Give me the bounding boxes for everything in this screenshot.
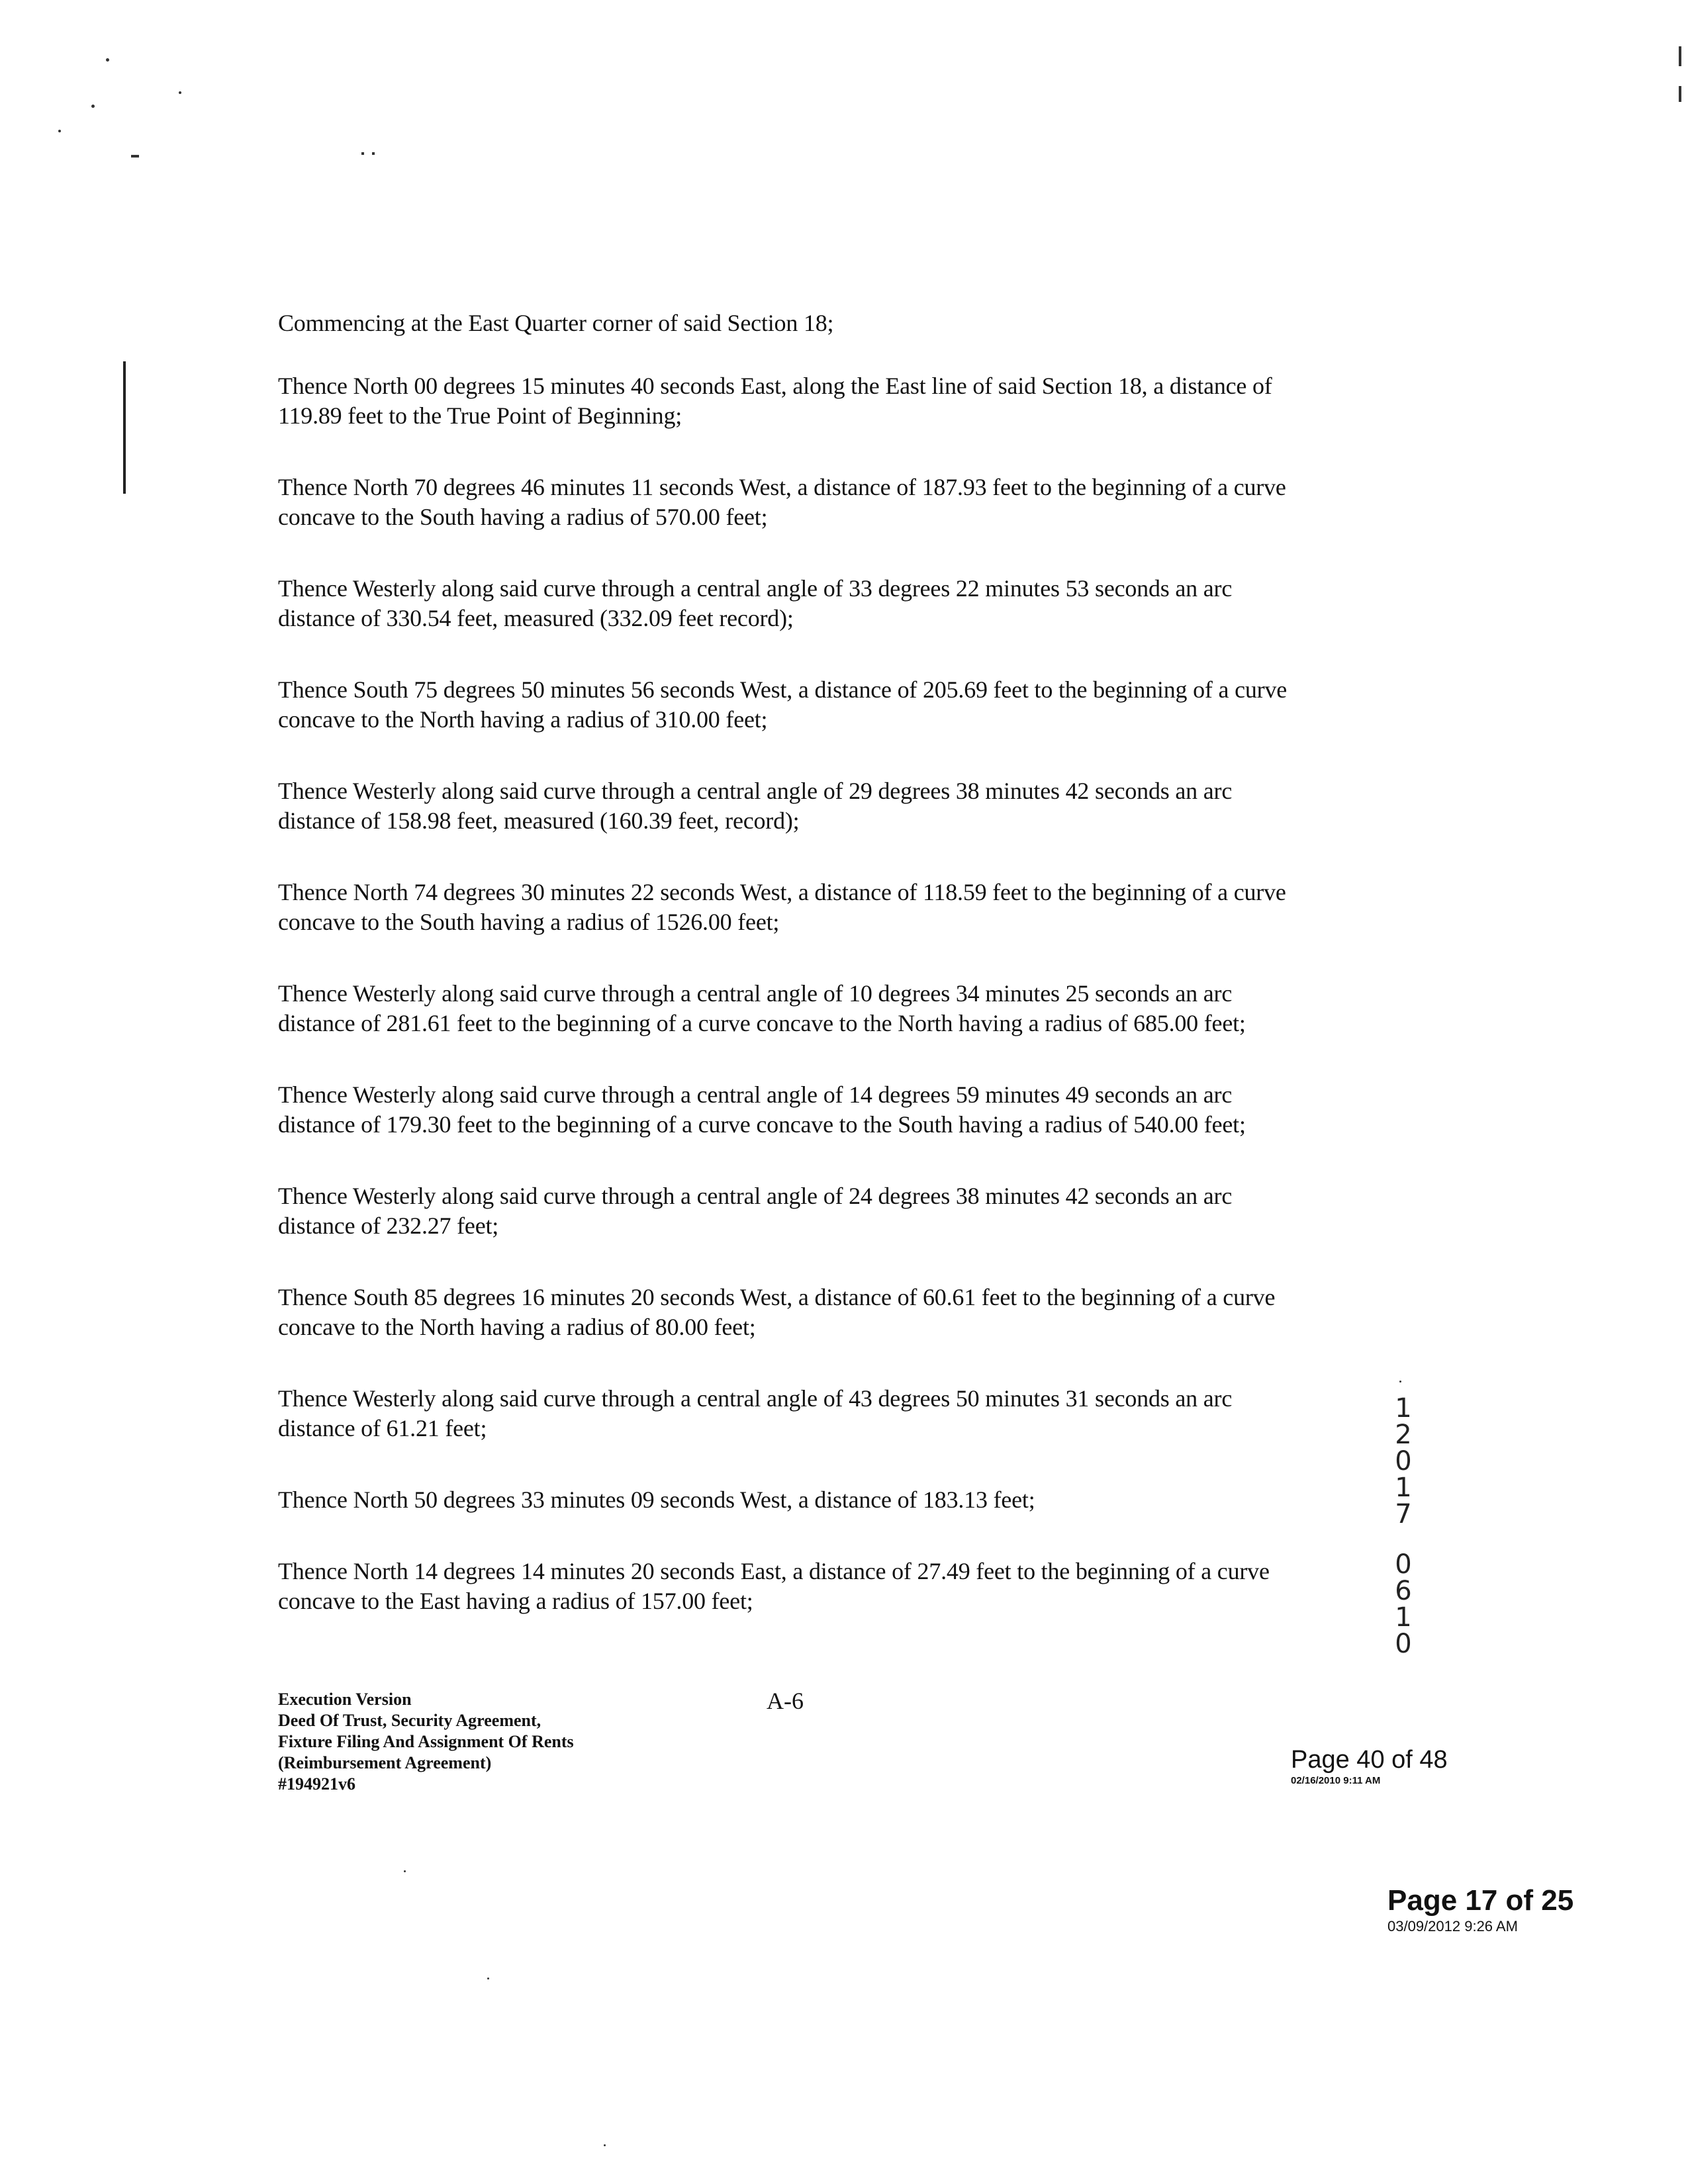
outer-page-stamp: Page 17 of 25 <box>1387 1884 1574 1917</box>
scan-mark <box>131 155 139 158</box>
recording-digit: 1 <box>1395 1473 1412 1503</box>
recording-digit: 1 <box>1395 1602 1412 1633</box>
recording-digit: 7 <box>1395 1499 1412 1529</box>
scan-speck <box>1399 1381 1401 1383</box>
inner-page-stamp: Page 40 of 48 <box>1291 1746 1448 1774</box>
recording-number <box>1390 1395 1417 1657</box>
paragraph: Thence South 75 degrees 50 minutes 56 seconds West, a distance of 205.69 feet to the beginning of a curve concave to the North having a radius of 310.00 feet; <box>278 676 1288 733</box>
scan-speck <box>604 2144 606 2146</box>
paragraph: Thence Westerly along said curve through a central angle of 14 degrees 59 minutes 49 seconds an arc distance of 179.30 feet to the beginning of a curve concave to the South having a radius of 540.00 feet; <box>278 1081 1246 1138</box>
paragraph: Thence Westerly along said curve through a central angle of 24 degrees 38 minutes 42 seconds an arc distance of 232.27 feet; <box>278 1183 1233 1239</box>
paragraph: Thence South 85 degrees 16 minutes 20 seconds West, a distance of 60.61 feet to the beginning of a curve concave to the North having a radius of 80.00 feet; <box>278 1284 1276 1340</box>
scan-mark <box>1679 86 1681 102</box>
recording-digit: 0 <box>1395 1629 1412 1659</box>
paragraph: Thence North 74 degrees 30 minutes 22 seconds West, a distance of 118.59 feet to the beginning of a curve concave to the South having a radius of 1526.00 feet; <box>278 879 1286 935</box>
footer-line: #194921v6 <box>278 1774 355 1794</box>
legal-description <box>278 308 1311 1658</box>
document-footer <box>278 1689 741 1795</box>
recording-digit: 1 <box>1395 1393 1412 1424</box>
scan-speck <box>179 91 181 94</box>
scan-speck <box>58 130 61 132</box>
paragraph: Thence Westerly along said curve through a central angle of 29 degrees 38 minutes 42 seconds an arc distance of 158.98 feet, measured (160.39 feet, record); <box>278 778 1233 834</box>
outer-time-stamp: 03/09/2012 9:26 AM <box>1387 1918 1518 1934</box>
recording-digit: 6 <box>1395 1576 1412 1606</box>
scan-speck <box>404 1870 406 1872</box>
paragraph: Thence Westerly along said curve through a central angle of 10 degrees 34 minutes 25 seconds an arc distance of 281.61 feet to the beginning of a curve concave to the North having a radius of 685.00 feet; <box>278 980 1246 1036</box>
footer-line: (Reimbursement Agreement) <box>278 1753 492 1772</box>
recording-digit: 2 <box>1395 1420 1412 1450</box>
paragraph: Thence North 14 degrees 14 minutes 20 seconds East, a distance of 27.49 feet to the beginning of a curve concave to the East having a radius of 157.00 feet; <box>278 1558 1270 1614</box>
paragraph: Thence Westerly along said curve through a central angle of 33 degrees 22 minutes 53 seconds an arc distance of 330.54 feet, measured (332.09 feet record); <box>278 575 1233 631</box>
inner-time-stamp: 02/16/2010 9:11 AM <box>1291 1775 1381 1786</box>
scan-mark <box>361 152 364 155</box>
scan-speck <box>487 1978 489 1979</box>
footer-line: Execution Version <box>278 1690 412 1709</box>
paragraph: Commencing at the East Quarter corner of said Section 18; <box>278 310 834 336</box>
footer-line: Fixture Filing And Assignment Of Rents <box>278 1732 574 1751</box>
recording-gap <box>1390 1527 1417 1551</box>
paragraph: Thence North 50 degrees 33 minutes 09 seconds West, a distance of 183.13 feet; <box>278 1486 1035 1513</box>
change-bar <box>123 361 126 494</box>
recording-digit: 0 <box>1395 1549 1412 1580</box>
exhibit-page-label: A-6 <box>767 1688 804 1714</box>
scan-mark <box>1679 46 1681 66</box>
recording-digit: 0 <box>1395 1446 1412 1477</box>
footer-line: Deed Of Trust, Security Agreement, <box>278 1711 541 1730</box>
paragraph: Thence North 70 degrees 46 minutes 11 seconds West, a distance of 187.93 feet to the beginning of a curve concave to the South having a radius of 570.00 feet; <box>278 474 1286 530</box>
paragraph: Thence Westerly along said curve through a central angle of 43 degrees 50 minutes 31 seconds an arc distance of 61.21 feet; <box>278 1385 1233 1441</box>
scan-speck <box>91 105 95 108</box>
scan-mark <box>372 152 375 155</box>
scan-speck <box>106 58 109 62</box>
paragraph: Thence North 00 degrees 15 minutes 40 seconds East, along the East line of said Section 18, a distance of 119.89 feet to the True Point of Beginning; <box>278 373 1272 429</box>
